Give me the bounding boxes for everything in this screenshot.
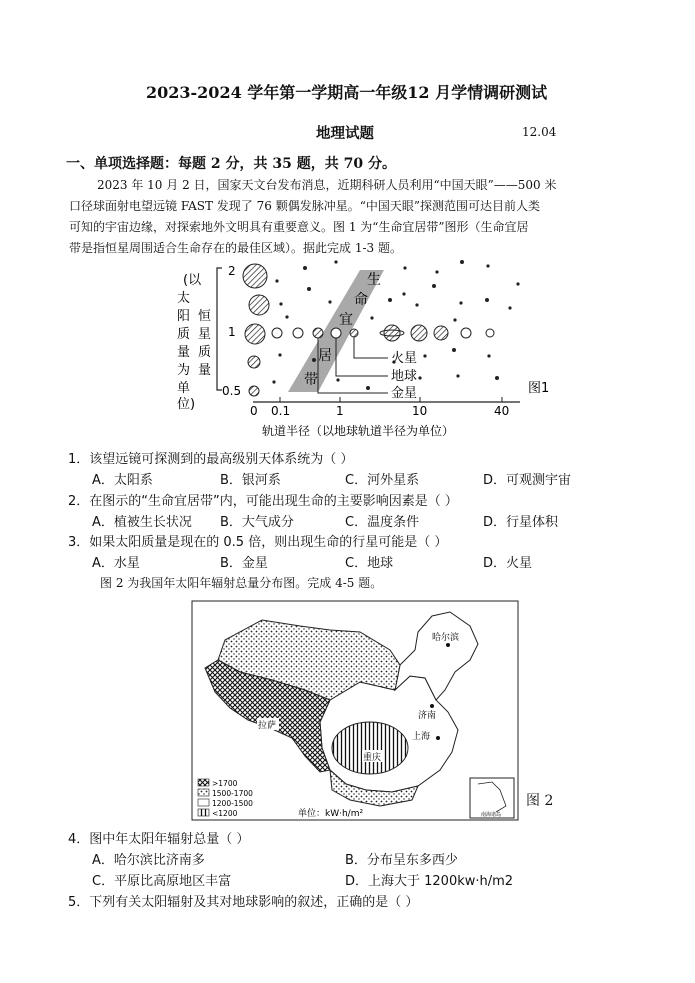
- planet-10: [486, 329, 494, 337]
- y-tick-05: 0.5: [222, 384, 242, 398]
- x-tick-0: 0: [250, 404, 258, 418]
- legend-label-1: 1500-1700: [212, 789, 253, 798]
- planet-9: [461, 328, 471, 338]
- figure-1-label: 图1: [528, 381, 550, 396]
- q1-stem: 1．该望远镜可探测到的最高级别天体系统为（ ）: [68, 452, 354, 467]
- planet-8: [434, 326, 448, 340]
- star-5: [249, 386, 259, 396]
- band-char-3: 居: [318, 348, 332, 364]
- q4-option-c[interactable]: C．平原比高原地区丰富: [92, 874, 232, 889]
- star-4: [248, 356, 260, 368]
- legend-swatch-0: [198, 779, 209, 786]
- intro-line-3: 可知的宇宙边缘，对探索地外文明具有重要意义。图 1 为“生命宜居带”图形（生命宜居: [69, 220, 529, 234]
- city-harbin: 哈尔滨: [432, 633, 460, 643]
- legend-label-3: <1200: [212, 809, 238, 818]
- y-label-outer-6: 单: [177, 381, 191, 396]
- y-label-outer-4: 量: [177, 345, 191, 360]
- section-heading: 一、单项选择题：每题 2 分，共 35 题，共 70 分。: [66, 156, 396, 172]
- q1-option-a[interactable]: A．太阳系: [92, 473, 153, 488]
- legend-label-2: 1200-1500: [212, 799, 253, 808]
- q1-option-b[interactable]: B．银河系: [220, 473, 281, 488]
- intro-line-4: 带是指恒星周围适合生命存在的最佳区域）。据此完成 1-3 题。: [69, 241, 402, 255]
- planet-7: [411, 325, 427, 341]
- city-jinan: 济南: [418, 711, 437, 721]
- y-label-outer-3: 质: [177, 327, 191, 342]
- y-label-inner-3: 量: [198, 363, 212, 378]
- y-tick-1: 1: [228, 325, 236, 339]
- inset-label: 南海诸岛: [481, 812, 502, 818]
- y-label-outer-1: 太: [177, 291, 191, 306]
- q3-option-b[interactable]: B．金星: [220, 556, 268, 571]
- planet-dot-2: [293, 328, 303, 338]
- legend-label-0: >1700: [212, 779, 238, 788]
- intro-line-1: 2023 年 10 月 2 日，国家天文台发布消息，近期科研人员利用“中国天眼”——500 米: [97, 178, 557, 192]
- q2-stem: 2．在图示的“生命宜居带”内，可能出现生命的主要影响因素是（ ）: [68, 494, 458, 509]
- city-chongqing: 重庆: [363, 753, 382, 763]
- figure-2-label: 图 2: [526, 793, 554, 809]
- q2-option-c[interactable]: C．温度条件: [345, 515, 420, 530]
- band-char-4: 带: [304, 372, 318, 388]
- planet-jupiter: [384, 325, 400, 341]
- label-venus: 金星: [391, 386, 418, 401]
- q3-stem: 3．如果太阳质量是现在的 0.5 倍，则出现生命的行星可能是（ ）: [68, 535, 448, 550]
- leader-mars: [354, 337, 388, 358]
- label-mars: 火星: [391, 351, 418, 366]
- intro-line-2: 口径球面射电望远镜 FAST 发现了 76 颗偶发脉冲星。“中国天眼”探测范围可达目前人类: [69, 199, 540, 213]
- planet-mars: [350, 329, 358, 337]
- q4-stem: 4．图中年太阳年辐射总量（ ）: [68, 832, 250, 847]
- q3-option-d[interactable]: D．火星: [483, 556, 533, 571]
- q4-option-a[interactable]: A．哈尔滨比济南多: [92, 853, 205, 868]
- exam-title: 2023-2024 学年第一学期高一年级12 月学情调研测试: [146, 83, 548, 102]
- star-3: [245, 324, 265, 344]
- legend-swatch-3: [198, 809, 209, 816]
- q4-option-d[interactable]: D．上海大于 1200kw·h/m2: [345, 874, 514, 889]
- label-earth: 地球: [391, 369, 418, 384]
- x-tick-10: 10: [412, 404, 428, 418]
- star-large-top: [243, 264, 267, 288]
- band-char-1: 命: [354, 292, 368, 308]
- legend-swatch-2: [198, 799, 209, 806]
- y-label-inner-0: 恒: [198, 309, 212, 324]
- figure-2-intro: 图 2 为我国年太阳年辐射总量分布图。完成 4-5 题。: [100, 576, 383, 590]
- y-label-outer-5: 为: [177, 363, 191, 378]
- x-tick-1: 1: [336, 404, 344, 418]
- y-label-outer-0: (以: [183, 273, 202, 288]
- star-2: [249, 295, 269, 315]
- city-lhasa: 拉萨: [258, 721, 277, 731]
- q2-option-a[interactable]: A．植被生长状况: [92, 515, 192, 530]
- q4-option-b[interactable]: B．分布呈东多西少: [345, 853, 458, 868]
- page-subtitle: 地理试题: [316, 125, 374, 142]
- exam-date: 12.04: [522, 125, 557, 139]
- y-label-inner-1: 星: [198, 327, 212, 342]
- y-tick-2: 2: [228, 264, 236, 278]
- figure-1-habitable-zone: [168, 258, 568, 440]
- x-axis-label: 轨道半径（以地球轨道半径为单位）: [262, 424, 455, 438]
- region-under-1200: [332, 722, 408, 774]
- x-tick-40: 40: [494, 404, 510, 418]
- legend-swatch-1: [198, 789, 209, 796]
- y-label-outer-7: 位): [177, 397, 196, 412]
- q3-option-c[interactable]: C．地球: [345, 556, 394, 571]
- q5-stem: 5．下列有关太阳辐射及其对地球影响的叙述，正确的是（ ）: [68, 895, 419, 910]
- figure-2-radiation-map: [190, 600, 520, 822]
- band-char-0: 生: [367, 272, 381, 288]
- legend-unit: 单位：kW·h/m²: [298, 809, 364, 819]
- q2-option-b[interactable]: B．大气成分: [220, 515, 294, 530]
- y-bracket: [217, 268, 222, 390]
- q1-option-d[interactable]: D．可观测宇宙: [483, 473, 572, 488]
- planet-dot-1: [272, 328, 282, 338]
- planet-venus: [313, 328, 323, 338]
- city-shanghai: 上海: [412, 732, 431, 742]
- planet-earth: [331, 328, 341, 338]
- y-label-inner-2: 质: [198, 345, 212, 360]
- y-label-outer-2: 阳: [177, 309, 191, 324]
- q3-option-a[interactable]: A．水星: [92, 556, 140, 571]
- band-char-2: 宜: [339, 312, 353, 328]
- q1-option-c[interactable]: C．河外星系: [345, 473, 420, 488]
- x-tick-01: 0.1: [271, 404, 291, 418]
- q2-option-d[interactable]: D．行星体积: [483, 515, 559, 530]
